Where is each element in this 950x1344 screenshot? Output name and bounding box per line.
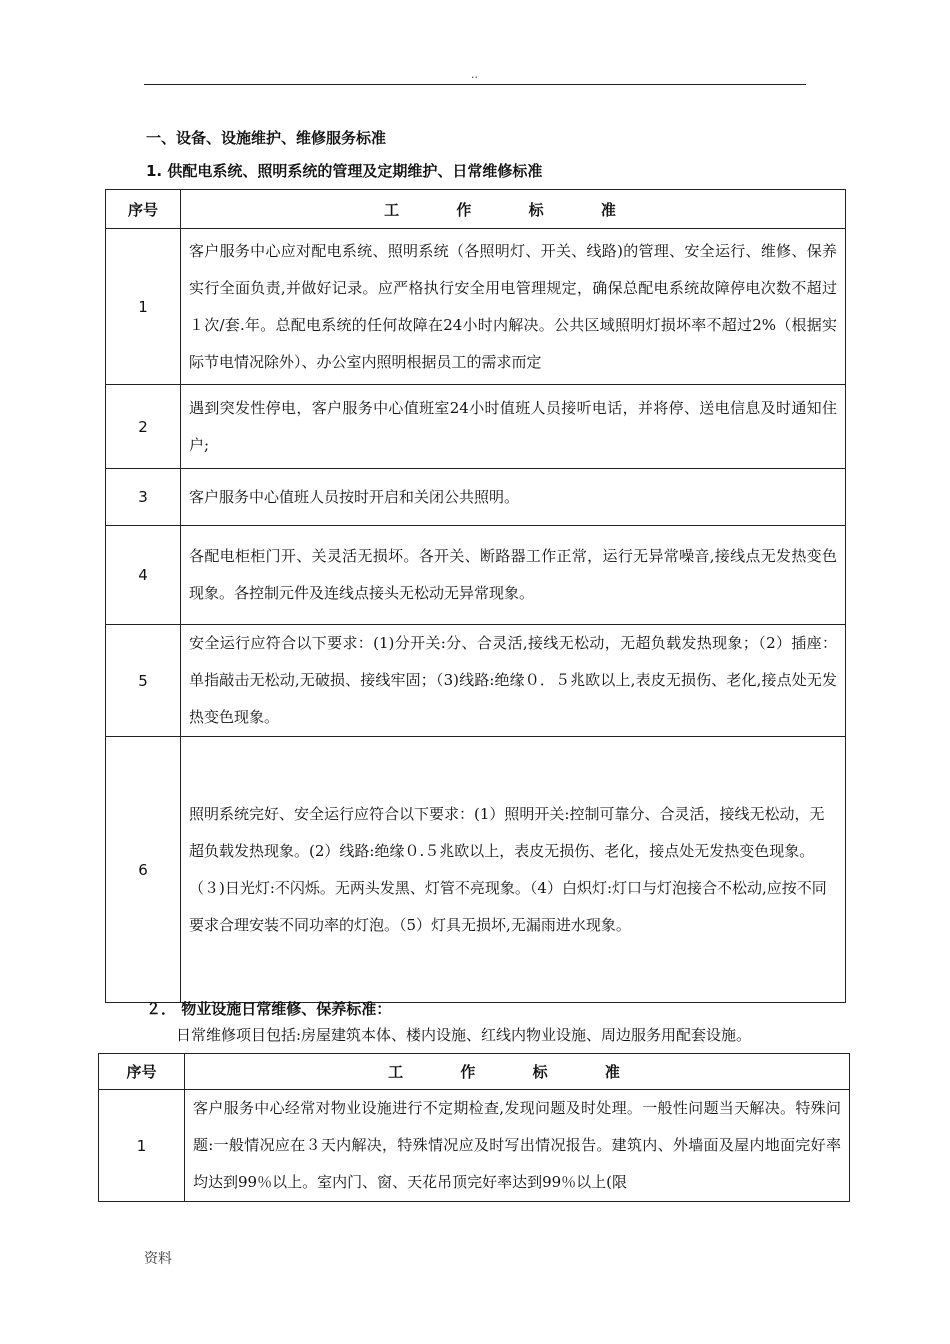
row-number: 1 <box>99 1090 185 1202</box>
table-row <box>106 385 846 469</box>
table-row <box>99 1090 850 1202</box>
table-row <box>106 469 846 526</box>
table-row <box>106 229 846 385</box>
table-header-row <box>106 190 846 229</box>
power-lighting-standards-table <box>105 189 846 1003</box>
row-number: 1 <box>106 229 181 385</box>
col-header-no: 序号 <box>106 190 181 229</box>
row-text: 各配电柜柜门开、关灵活无损坏。各开关、断路器工作正常，运行无异常噪音,接线点无发热变色现象。各控制元件及连线点接头无松动无异常现象。 <box>181 526 846 625</box>
header-rule <box>144 84 806 85</box>
facility-maintenance-standards-table <box>98 1053 850 1202</box>
row-text: 客户服务中心应对配电系统、照明系统（各照明灯、开关、线路)的管理、安全运行、维修、保养实行全面负责,并做好记录。应严格执行安全用电管理规定，确保总配电系统故障停电次数不超过１次/套.年。总配电系统的任何故障在24小时内解决。公共区域照明灯损坏率不超过2%（根据实际节电情况除外）、办公室内照明根据员工的需求而定 <box>181 229 846 385</box>
row-number: 2 <box>106 385 181 469</box>
page-header-mark: .. <box>471 68 478 81</box>
row-text: 遇到突发性停电，客户服务中心值班室24小时值班人员接听电话，并将停、送电信息及时通知住户; <box>181 385 846 469</box>
row-text: 照明系统完好、安全运行应符合以下要求：(1）照明开关:控制可靠分、合灵活，接线无松动，无超负载发热现象。(2）线路:绝缘０.５兆欧以上，表皮无损伤、老化，接点处无发热变色现象。（３)日光灯:不闪烁。无两头发黑、灯管不亮现象。（4）白炽灯:灯口与灯泡接合不松动,应按不同要求合理安装不同功率的灯泡。（5）灯具无损坏,无漏雨进水现象。 <box>181 737 846 1003</box>
row-text: 客户服务中心经常对物业设施进行不定期检查,发现问题及时处理。一般性问题当天解决。特殊问题:一般情况应在３天内解决，特殊情况应及时写出情况报告。建筑内、外墙面及屋内地面完好率均达到99％以上。室内门、窗、天花吊顶完好率达到99％以上(限 <box>185 1090 850 1202</box>
table-row <box>106 526 846 625</box>
section-title: 一、设备、设施维护、维修服务标准 <box>146 129 387 147</box>
col-header-standard: 工 作 标 准 <box>181 190 846 229</box>
row-number: 4 <box>106 526 181 625</box>
table-header-row <box>99 1054 850 1090</box>
subsection2-intro: 日常维修项目包括:房屋建筑本体、楼内设施、红线内物业设施、周边服务用配套设施。 <box>176 1026 752 1044</box>
col-header-no: 序号 <box>99 1054 185 1090</box>
col-header-standard: 工 作 标 准 <box>185 1054 850 1090</box>
subsection1-title: 1. 供配电系统、照明系统的管理及定期维护、日常维修标准 <box>146 162 543 180</box>
subsection2-title: ２． 物业设施日常维修、保养标准： <box>146 1000 392 1018</box>
row-number: 5 <box>106 625 181 737</box>
row-number: 6 <box>106 737 181 1003</box>
row-number: 3 <box>106 469 181 526</box>
row-text: 安全运行应符合以下要求：(1)分开关:分、合灵活,接线无松动，无超负载发热现象；（2）插座：单指敲击无松动,无破损、接线牢固；（3)线路:绝缘０．５兆欧以上,表皮无损伤、老化,接点处无发热变色现象。 <box>181 625 846 737</box>
page-footer: 资料 <box>144 1251 172 1267</box>
row-text: 客户服务中心值班人员按时开启和关闭公共照明。 <box>181 469 846 526</box>
table-row <box>106 625 846 737</box>
table-row <box>106 737 846 1003</box>
